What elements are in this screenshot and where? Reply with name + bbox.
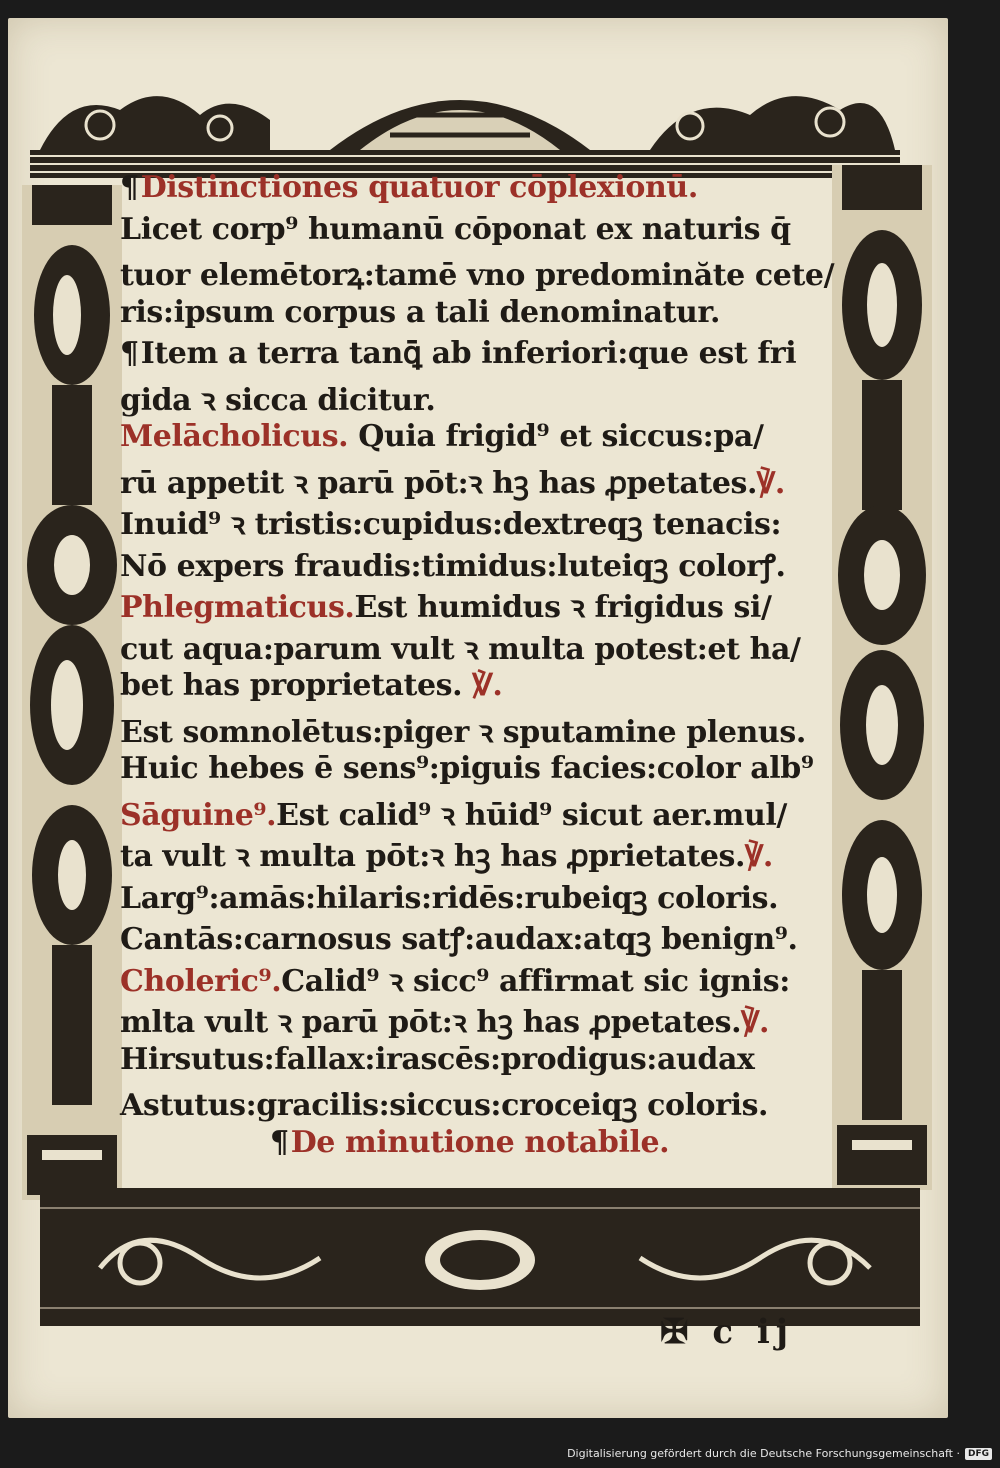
text-line xyxy=(120,1042,755,1077)
rubric-text: Distinctiones quatuor cōplexionū. xyxy=(140,170,698,205)
text-span: Item a terra tanꝗ̄ ab inferiori:que est fri xyxy=(140,336,797,371)
rubric-text: Melācholicus. xyxy=(120,419,349,454)
text-line xyxy=(120,917,798,958)
text-line xyxy=(120,710,806,751)
bottom-woodcut-border xyxy=(40,1188,920,1326)
rubric-text: Choleric⁹. xyxy=(120,963,282,999)
text-line xyxy=(120,668,502,703)
text-line xyxy=(120,585,772,626)
text-span: ris:ipsum corpus a tali denominatur. xyxy=(120,294,721,330)
signature-mark: ✠ c ij xyxy=(660,1312,795,1352)
rubric-text: Sāguine⁹. xyxy=(120,797,277,833)
text-span: tuor elemētorꝝ:tamē vno predominăte cete/ xyxy=(120,258,835,293)
text-span: Licet corp⁹ humanū cōponat ex naturis q̄ xyxy=(120,211,791,247)
text-span: gida ꝛ sicca dicitur. xyxy=(120,382,436,418)
text-span: Nō expers fraudis:timidus:luteiqꝫ colorꝭ. xyxy=(120,548,786,584)
text-span: ta vult ꝛ multa pōt:ꝛ hꝫ has ꝓprietates. xyxy=(120,839,746,874)
rubric-text: ℣. xyxy=(745,839,773,874)
text-span: Est humidus ꝛ frigidus si/ xyxy=(354,590,772,625)
text-line xyxy=(120,378,435,419)
text-line xyxy=(120,295,720,330)
text-line xyxy=(120,959,790,1000)
text-line xyxy=(120,793,787,834)
text-line xyxy=(120,834,773,875)
footer-credit xyxy=(567,1447,992,1460)
rubric-text: ℣. xyxy=(757,465,785,501)
text-span: ¶ xyxy=(270,1124,289,1160)
rubric-text: De minutione notabile. xyxy=(290,1124,670,1160)
text-line xyxy=(120,627,801,668)
text-line xyxy=(120,1000,769,1041)
text-line xyxy=(120,212,791,247)
text-span: Quia frigid⁹ et siccus:pa/ xyxy=(348,419,764,454)
top-woodcut-border xyxy=(30,60,900,180)
text-span: Cantās:carnosus satꝭ:audax:atqꝫ benign⁹. xyxy=(120,922,798,957)
text-span: Huic hebes ē sens⁹:piguis facies:color alb⁹ xyxy=(120,751,814,786)
text-span: bet has proprietates. xyxy=(120,668,473,703)
right-woodcut-pillar xyxy=(832,165,932,1190)
text-span: Hirsutus:fallax:irascēs:prodigus:audax xyxy=(120,1041,755,1077)
rubric-text: ℣. xyxy=(472,668,503,703)
text-line xyxy=(270,1125,669,1160)
text-span: ¶ xyxy=(120,170,139,205)
text-line xyxy=(120,751,814,786)
text-span: Inuid⁹ ꝛ tristis:cupidus:dextreqꝫ tenacis: xyxy=(120,507,782,542)
text-span: cut aqua:parum vult ꝛ multa potest:et ha/ xyxy=(120,631,801,667)
text-span: ¶ xyxy=(120,336,139,371)
text-line xyxy=(120,1083,768,1124)
left-woodcut-pillar xyxy=(22,185,122,1200)
text-span: Est somnolētus:piger ꝛ sputamine plenus. xyxy=(120,714,806,750)
text-line xyxy=(120,170,698,205)
text-span: Est calid⁹ ꝛ hūid⁹ sicut aer.mul/ xyxy=(276,797,787,833)
rubric-text: ℣. xyxy=(741,1005,770,1040)
text-line xyxy=(120,336,796,371)
text-line xyxy=(120,253,834,294)
text-span: Astutus:gracilis:siccus:croceiqꝫ coloris. xyxy=(120,1088,769,1123)
text-line xyxy=(120,419,764,454)
text-span: rū appetit ꝛ parū pōt:ꝛ hꝫ has ꝓpetates. xyxy=(120,465,758,501)
dfg-logo: DFG xyxy=(965,1448,992,1460)
text-line xyxy=(120,544,786,585)
text-line xyxy=(120,876,778,917)
text-line xyxy=(120,461,785,502)
text-line xyxy=(120,502,781,543)
text-span: Calid⁹ ꝛ sicc⁹ affirmat sic ignis: xyxy=(281,963,790,999)
text-span: Larg⁹:amās:hilaris:ridēs:rubeiqꝫ coloris. xyxy=(120,880,779,916)
rubric-text: Phlegmaticus. xyxy=(120,590,355,625)
text-span: mlta vult ꝛ parū pōt:ꝛ hꝫ has ꝓpetates. xyxy=(120,1005,742,1040)
footer-text: Digitalisierung gefördert durch die Deutsche Forschungsgemeinschaft · xyxy=(567,1447,960,1460)
